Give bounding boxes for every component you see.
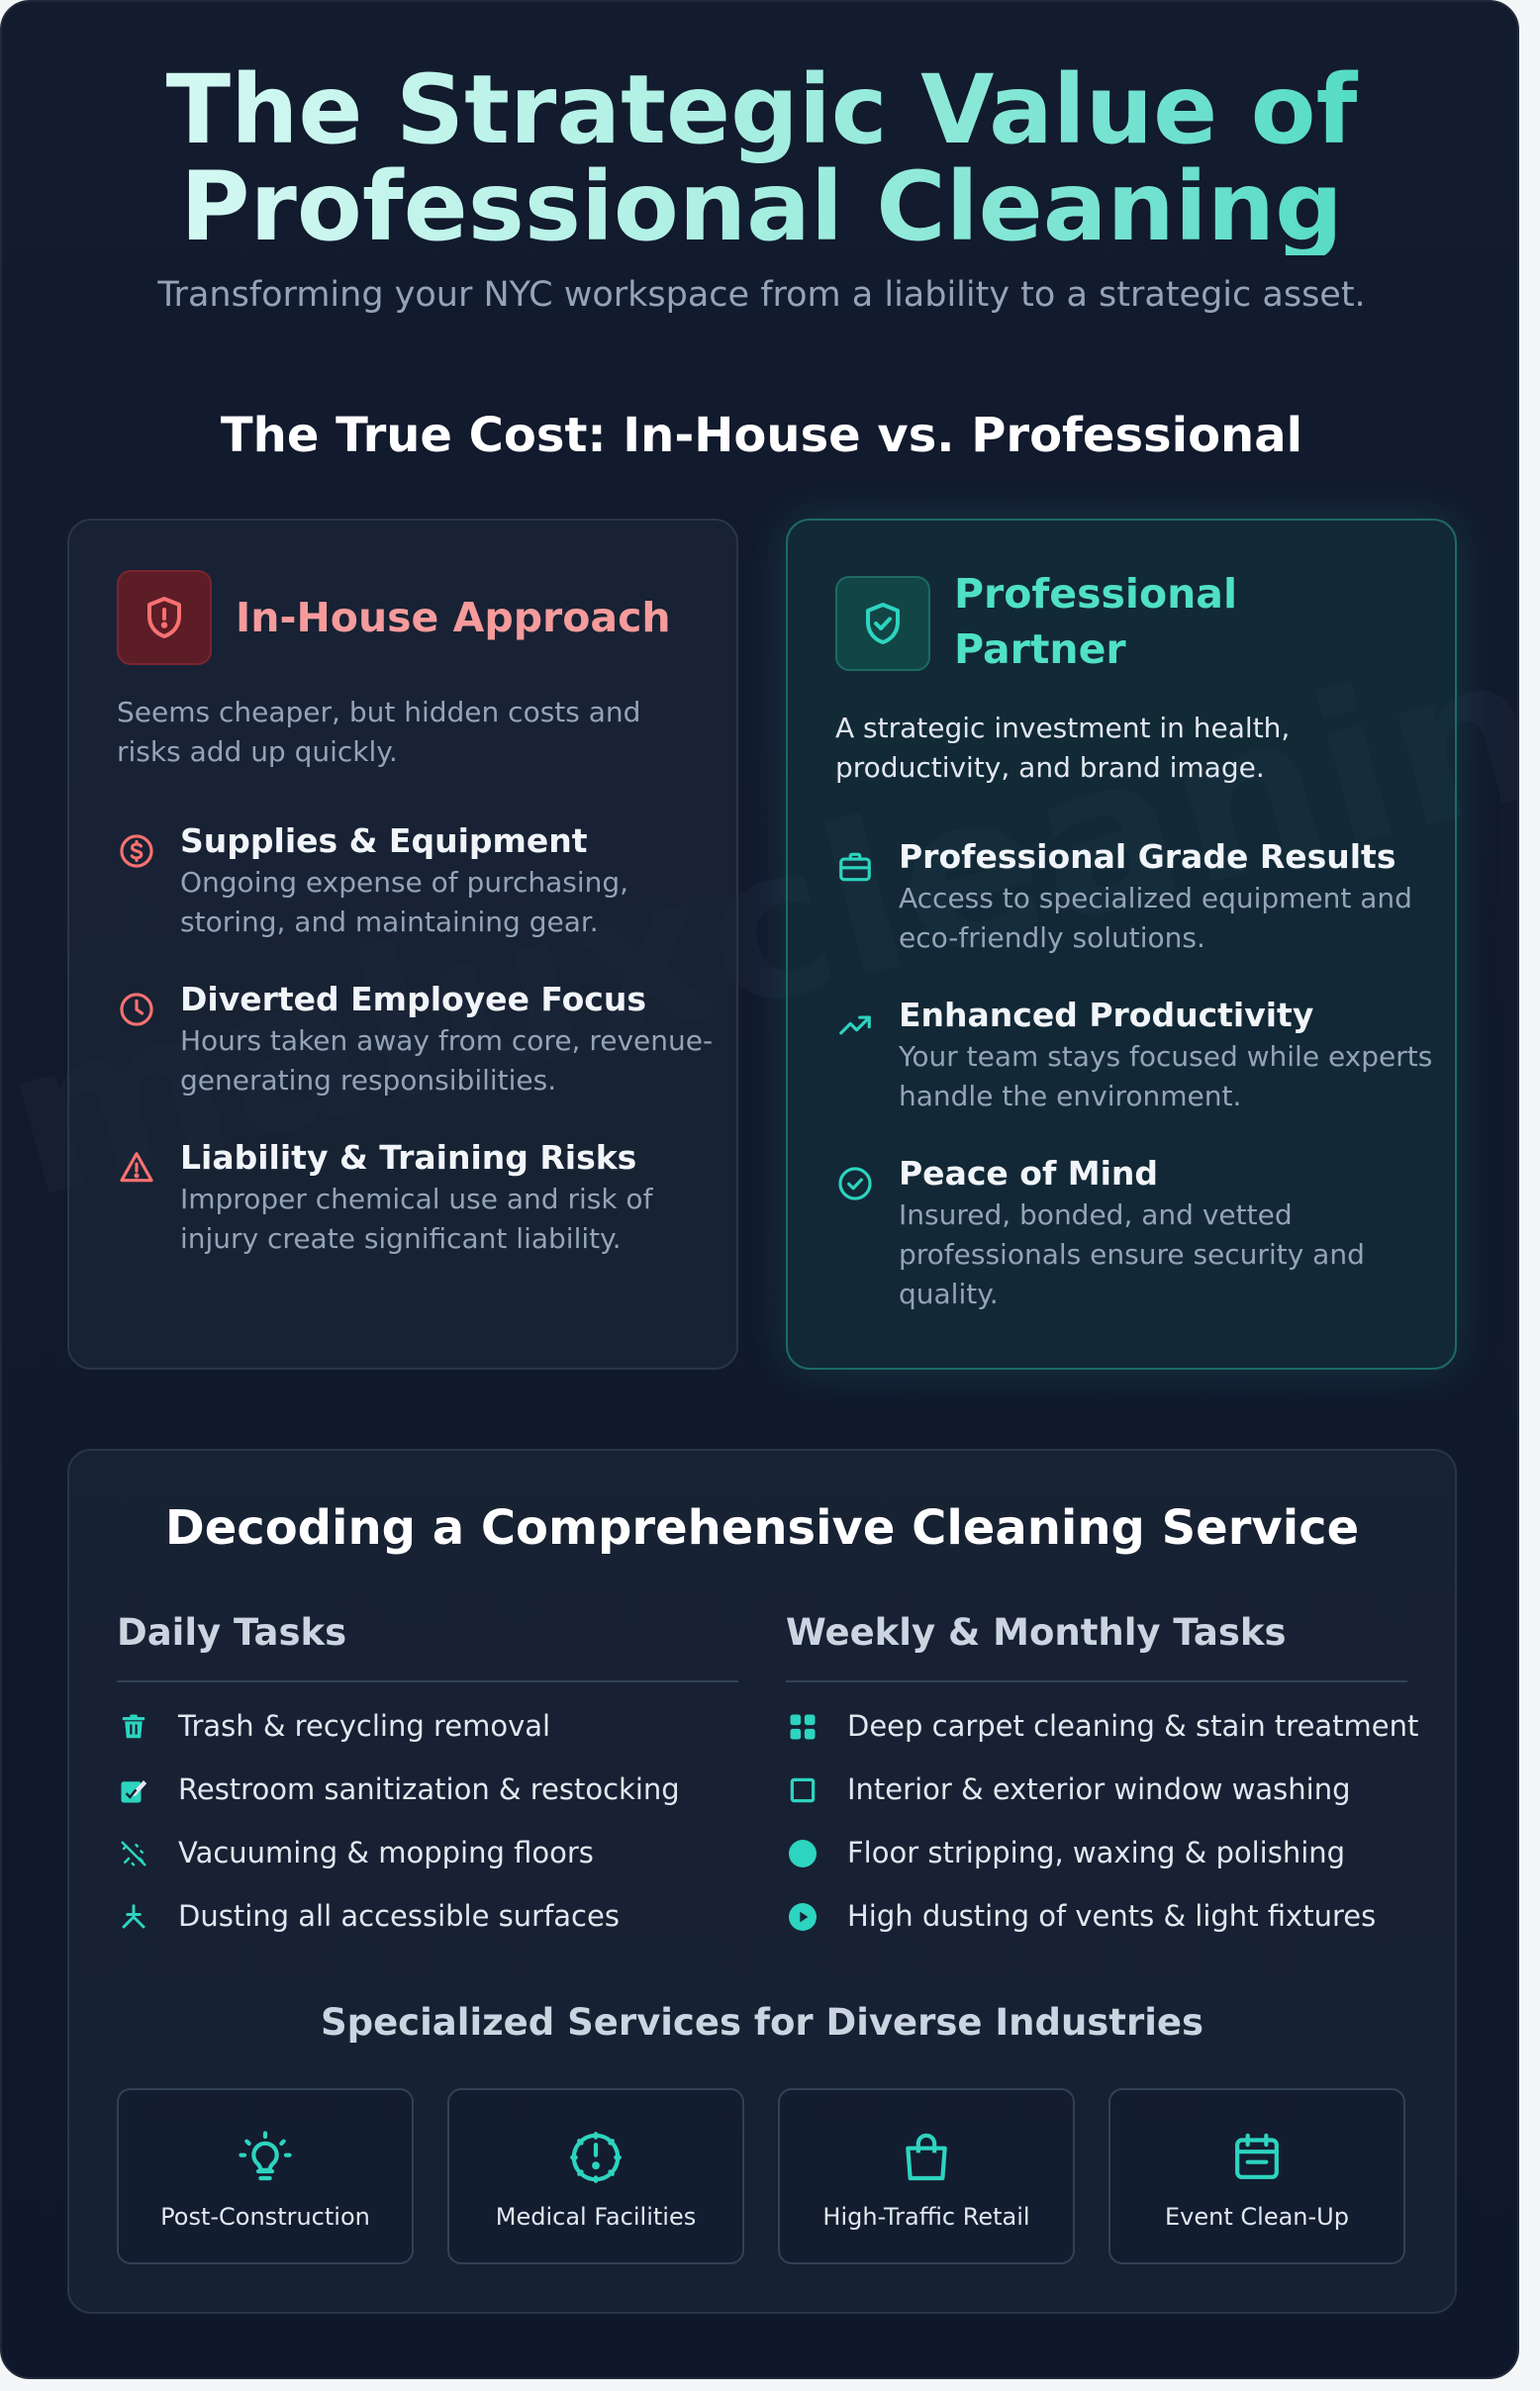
item-title: Liability & Training Risks <box>180 1138 637 1177</box>
inhouse-item-focus <box>117 978 714 1116</box>
tile-label: Post-Construction <box>160 2203 370 2231</box>
item-text: Improper chemical use and risk of injury create significant liability. <box>180 1183 653 1255</box>
play-circle-icon <box>786 1900 819 1934</box>
tile-post-construction <box>117 2088 414 2264</box>
inhouse-panel <box>67 519 738 1370</box>
briefcase-icon <box>835 847 875 887</box>
task-label: Dusting all accessible surfaces <box>178 1899 620 1933</box>
item-text: Ongoing expense of purchasing, storing, and maintaining gear. <box>180 866 629 938</box>
comparison-title: The True Cost: In-House vs. Professional <box>220 408 1303 463</box>
item-title: Supplies & Equipment <box>180 821 588 860</box>
task-label: Trash & recycling removal <box>178 1709 551 1743</box>
item-title: Peace of Mind <box>899 1154 1159 1193</box>
tile-event <box>1108 2088 1405 2264</box>
inhouse-item-supplies <box>117 819 711 958</box>
daily-heading: Daily Tasks <box>117 1611 347 1654</box>
tile-retail <box>778 2088 1075 2264</box>
check-circle-icon <box>835 1164 875 1203</box>
warning-triangle-icon <box>117 1148 156 1188</box>
task-label: Restroom sanitization & restocking <box>178 1772 680 1806</box>
item-title: Enhanced Productivity <box>899 996 1314 1034</box>
weekly-divider <box>786 1680 1407 1682</box>
daily-divider <box>117 1680 738 1682</box>
trending-up-icon <box>835 1005 875 1045</box>
service-title: Decoding a Comprehensive Cleaning Service <box>164 1500 1360 1556</box>
task-label: Interior & exterior window washing <box>847 1772 1351 1806</box>
item-text: Your team stays focused while experts handle the environment. <box>899 1040 1433 1112</box>
item-title: Diverted Employee Focus <box>180 980 647 1018</box>
dollar-circle-icon <box>117 831 156 871</box>
tile-medical <box>447 2088 744 2264</box>
tile-label: High-Traffic Retail <box>822 2203 1030 2231</box>
task-label: Vacuuming & mopping floors <box>178 1836 594 1869</box>
filled-circle-icon <box>786 1837 819 1870</box>
inhouse-item-liability <box>117 1136 711 1275</box>
professional-heading: Professional Partner <box>954 570 1238 673</box>
clock-icon <box>117 990 156 1029</box>
lightbulb-icon <box>119 2128 412 2187</box>
item-title: Professional Grade Results <box>899 837 1396 876</box>
tile-label: Event Clean-Up <box>1165 2203 1349 2231</box>
service-panel <box>67 1449 1457 2314</box>
shield-alert-icon <box>117 570 212 665</box>
item-text: Hours taken away from core, revenue-generating responsibilities. <box>180 1024 714 1097</box>
pro-item-productivity <box>835 994 1433 1132</box>
item-text: Access to specialized equipment and eco-friendly solutions. <box>899 882 1412 954</box>
page-title <box>2 54 1519 262</box>
medical-badge-icon <box>449 2128 742 2187</box>
title-line-1: The Strategic Value of <box>165 54 1358 165</box>
title-line-2: Professional Cleaning <box>180 151 1343 262</box>
calendar-icon <box>1110 2128 1403 2187</box>
pro-item-results <box>835 835 1429 974</box>
duster-icon <box>117 1900 150 1934</box>
sparkle-slash-icon <box>117 1837 150 1870</box>
item-text: Insured, bonded, and vetted professionals ensure security and quality. <box>899 1198 1365 1310</box>
inhouse-heading: In-House Approach <box>236 594 671 641</box>
shield-check-icon <box>835 576 930 671</box>
task-label: Deep carpet cleaning & stain treatment <box>847 1709 1419 1743</box>
tile-label: Medical Facilities <box>495 2203 697 2231</box>
professional-description: A strategic investment in health, productivity, and brand image. <box>835 712 1291 784</box>
square-icon <box>786 1773 819 1807</box>
professional-panel <box>786 519 1457 1370</box>
page-subtitle: Transforming your NYC workspace from a liability to a strategic asset. <box>157 275 1366 315</box>
task-label: Floor stripping, waxing & polishing <box>847 1836 1346 1869</box>
specialized-title: Specialized Services for Diverse Industries <box>320 2001 1204 2044</box>
weekly-heading: Weekly & Monthly Tasks <box>786 1611 1287 1654</box>
task-label: High dusting of vents & light fixtures <box>847 1899 1377 1933</box>
pro-item-peace <box>835 1152 1429 1330</box>
trash-icon <box>117 1710 150 1744</box>
inhouse-description: Seems cheaper, but hidden costs and risks add up quickly. <box>117 696 641 768</box>
edit-square-icon <box>117 1773 150 1807</box>
shopping-bag-icon <box>780 2128 1073 2187</box>
grid-icon <box>786 1710 819 1744</box>
